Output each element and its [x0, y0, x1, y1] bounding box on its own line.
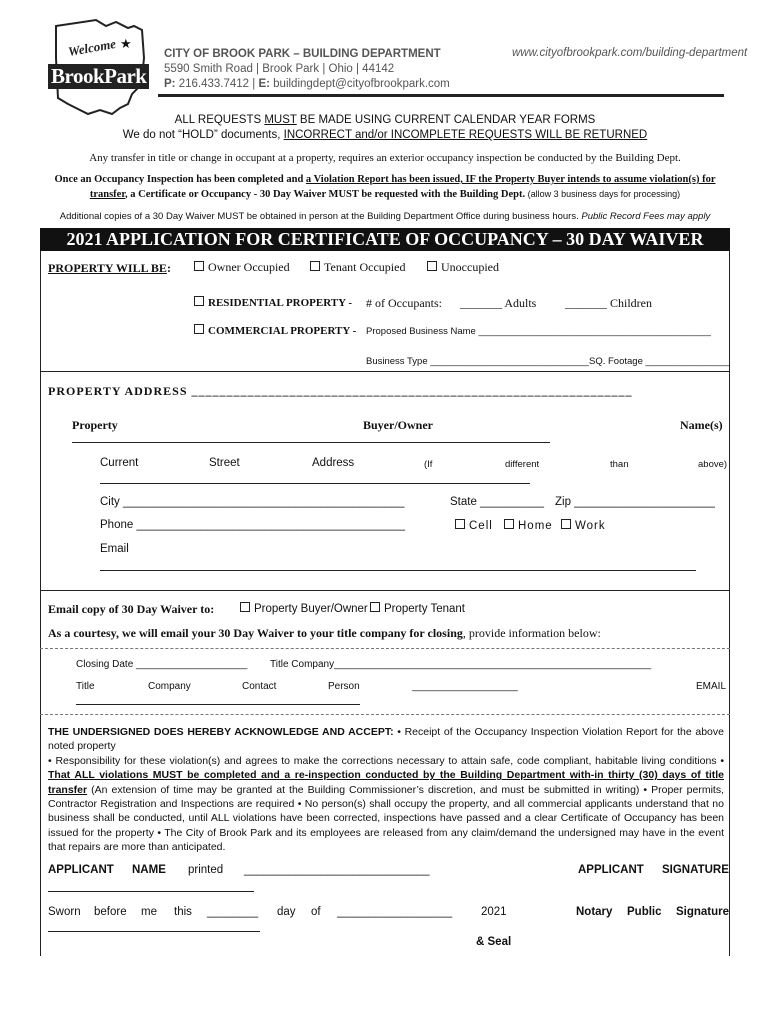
above-label: above) [698, 459, 728, 470]
unoccupied-checkbox[interactable]: Unoccupied [427, 260, 499, 275]
month-field[interactable]: __________________ [337, 906, 453, 918]
me-label: me [141, 906, 157, 918]
notary-label: Notary [576, 906, 613, 918]
if-label: (If [424, 459, 433, 470]
email-title-label: EMAIL [696, 681, 727, 692]
this-label: this [174, 906, 192, 918]
courtesy-note: As a courtesy, we will email your 30 Day Waiver to your title company for closing, provide information below: [48, 626, 601, 640]
form-title: 2021 APPLICATION FOR CERTIFICATE OF OCCUPANCY – 30 DAY WAIVER [40, 228, 730, 251]
notice-line2: We do not “HOLD” documents, INCORRECT and/or INCOMPLETE REQUESTS WILL BE RETURNED [122, 129, 648, 141]
checkbox-icon[interactable] [427, 261, 437, 271]
email-line[interactable] [100, 570, 696, 571]
dept-address: 5590 Smith Road | Brook Park | Ohio | 44142 [164, 63, 395, 75]
sworn-line[interactable] [48, 931, 260, 932]
person-label: Person [328, 681, 360, 692]
current-label: Current [100, 457, 139, 469]
public-label: Public [627, 906, 662, 918]
commercial-checkbox[interactable]: COMMERCIAL PROPERTY - [194, 324, 356, 337]
adults-field[interactable]: _______ Adults [460, 296, 537, 310]
sworn-label: Sworn [48, 906, 81, 918]
checkbox-icon[interactable] [310, 261, 320, 271]
title-label: Title [76, 681, 95, 692]
cell-checkbox[interactable]: Cell [455, 519, 493, 532]
owner-occupied-checkbox[interactable]: Owner Occupied [194, 260, 290, 275]
checkbox-icon[interactable] [194, 324, 204, 334]
closing-date-field[interactable]: Closing Date ____________________ [76, 659, 248, 670]
year-label: 2021 [481, 906, 507, 918]
state-field[interactable]: State __________ [450, 496, 545, 508]
printed-name-field[interactable]: _____________________________ [244, 864, 430, 876]
section-divider-dashed [40, 648, 730, 649]
section-divider [40, 590, 730, 591]
tenant-occupied-checkbox[interactable]: Tenant Occupied [310, 260, 405, 275]
header-divider [158, 94, 724, 97]
than-label: than [610, 459, 629, 470]
title-company-field[interactable]: Title Company_________________________________________________________ [270, 659, 652, 670]
section-divider [40, 371, 730, 372]
business-name-field[interactable]: Proposed Business Name ____________________________________________ [366, 326, 711, 337]
property-label: Property [72, 418, 118, 432]
dept-email[interactable]: buildingdept@cityofbrookpark.com [273, 78, 450, 90]
once-notice: Once an Occupancy Inspection has been completed and a Violation Report has been issued, IF the Property Buyer intends to assume violation(s) for transfer, a Certificate or Occupancy - 30 Day Waiver MUST be requested with the Building Dept. (allow 3 business days for processing) [54, 174, 716, 200]
notary-signature-label: Signature [676, 906, 730, 918]
email-copy-label: Email copy of 30 Day Waiver to: [48, 602, 215, 616]
email-label: Email [100, 543, 129, 555]
work-checkbox[interactable]: Work [561, 519, 606, 532]
dept-name: CITY OF BROOK PARK – BUILDING DEPARTMENT [164, 48, 441, 60]
logo-name: BrookPark [48, 64, 149, 89]
seal-label: & Seal [476, 936, 512, 948]
checkbox-icon[interactable] [194, 296, 204, 306]
company-label: Company [148, 681, 191, 692]
checkbox-icon[interactable] [455, 519, 465, 529]
applicant-sig-label: APPLICANT [578, 864, 644, 876]
residential-checkbox[interactable]: RESIDENTIAL PROPERTY - [194, 296, 352, 309]
zip-field[interactable]: Zip ______________________ [555, 496, 715, 508]
dept-phone[interactable]: 216.433.7412 [178, 78, 250, 90]
phone-field[interactable]: Phone __________________________________________ [100, 519, 406, 531]
property-will-be-label: PROPERTY WILL BE: [48, 261, 171, 275]
names-label: Name(s) [680, 418, 723, 432]
name-label: NAME [132, 864, 166, 876]
street-label: Street [209, 457, 240, 469]
notice-line1: ALL REQUESTS MUST BE MADE USING CURRENT CALENDAR YEAR FORMS [174, 114, 596, 126]
checkbox-icon[interactable] [240, 602, 250, 612]
dept-contact: P: 216.433.7412 | E: buildingdept@cityofbrookpark.com [164, 78, 450, 90]
logo-welcome: Welcome [66, 35, 117, 60]
home-checkbox[interactable]: Home [504, 519, 553, 532]
current-address-line[interactable] [100, 483, 530, 484]
additional-copies: Additional copies of a 30 Day Waiver MUST be obtained in person at the Building Department Office during business hours. Public Record Fees may apply [59, 211, 711, 222]
day-field[interactable]: ________ [207, 906, 259, 918]
checkbox-icon[interactable] [561, 519, 571, 529]
printed-label: printed [188, 864, 224, 876]
address-label: Address [312, 457, 355, 469]
printed-name-line[interactable] [48, 891, 254, 892]
contact-label: Contact [242, 681, 277, 692]
dept-url[interactable]: www.cityofbrookpark.com/building-department [512, 47, 748, 59]
occupants-label: # of Occupants: [366, 296, 442, 310]
of-label: of [311, 906, 321, 918]
buyer-owner-label: Buyer/Owner [363, 418, 433, 432]
signature-label: SIGNATURE [662, 864, 729, 876]
business-type-field[interactable]: Business Type ______________________________ [366, 356, 589, 367]
checkbox-icon[interactable] [504, 519, 514, 529]
section-divider-dashed [40, 714, 730, 715]
children-field[interactable]: _______ Children [565, 296, 652, 310]
transfer-notice: Any transfer in title or change in occupant at a property, requires an exterior occupancy inspection be conducted by the Building Dept. [89, 152, 681, 164]
city-logo [46, 18, 150, 118]
title-email-line[interactable] [76, 704, 360, 705]
acknowledge-text: THE UNDERSIGNED DOES HEREBY ACKNOWLEDGE AND ACCEPT: • Receipt of the Occupancy Inspection Violation Report for the above noted property • Responsibility for these violation(s) and agrees to make the corrections necessary to attain safe, code compliant, habitable living conditions • That ALL violations MUST be completed and a re-inspection conducted by the Building Department with-in thirty (30) days of title transfer (An extension of time may be granted at the Building Commissioner’s discretion, and must be submitted in writing) • Proper permits, Contractor Registration and Inspections are required • No person(s) shall occupy the property, and all commercial applicants understand that no business shall be conducted, until ALL violations have been corrected, inspections have passed and a clear Certificate of Occupancy has been issued for the property • The City of Brook Park and its employees are released from any claim/demand the undersigned may have in the event that repairs are more than anticipated. [48, 726, 724, 854]
contact-person-field[interactable]: ___________________ [412, 681, 518, 692]
city-field[interactable]: City ____________________________________________ [100, 496, 405, 508]
property-address-label: PROPERTY ADDRESS _______________________________________________________________ [48, 384, 633, 398]
buyer-name-line[interactable] [72, 442, 550, 443]
applicant-label: APPLICANT [48, 864, 114, 876]
day-label: day [277, 906, 296, 918]
tenant-checkbox[interactable]: Property Tenant [370, 602, 465, 615]
buyer-owner-checkbox[interactable]: Property Buyer/Owner [240, 602, 368, 615]
checkbox-icon[interactable] [194, 261, 204, 271]
before-label: before [94, 906, 127, 918]
checkbox-icon[interactable] [370, 602, 380, 612]
different-label: different [505, 459, 540, 470]
sq-footage-field[interactable]: SQ. Footage ________________ [589, 356, 731, 367]
star-icon: ★ [120, 36, 132, 51]
